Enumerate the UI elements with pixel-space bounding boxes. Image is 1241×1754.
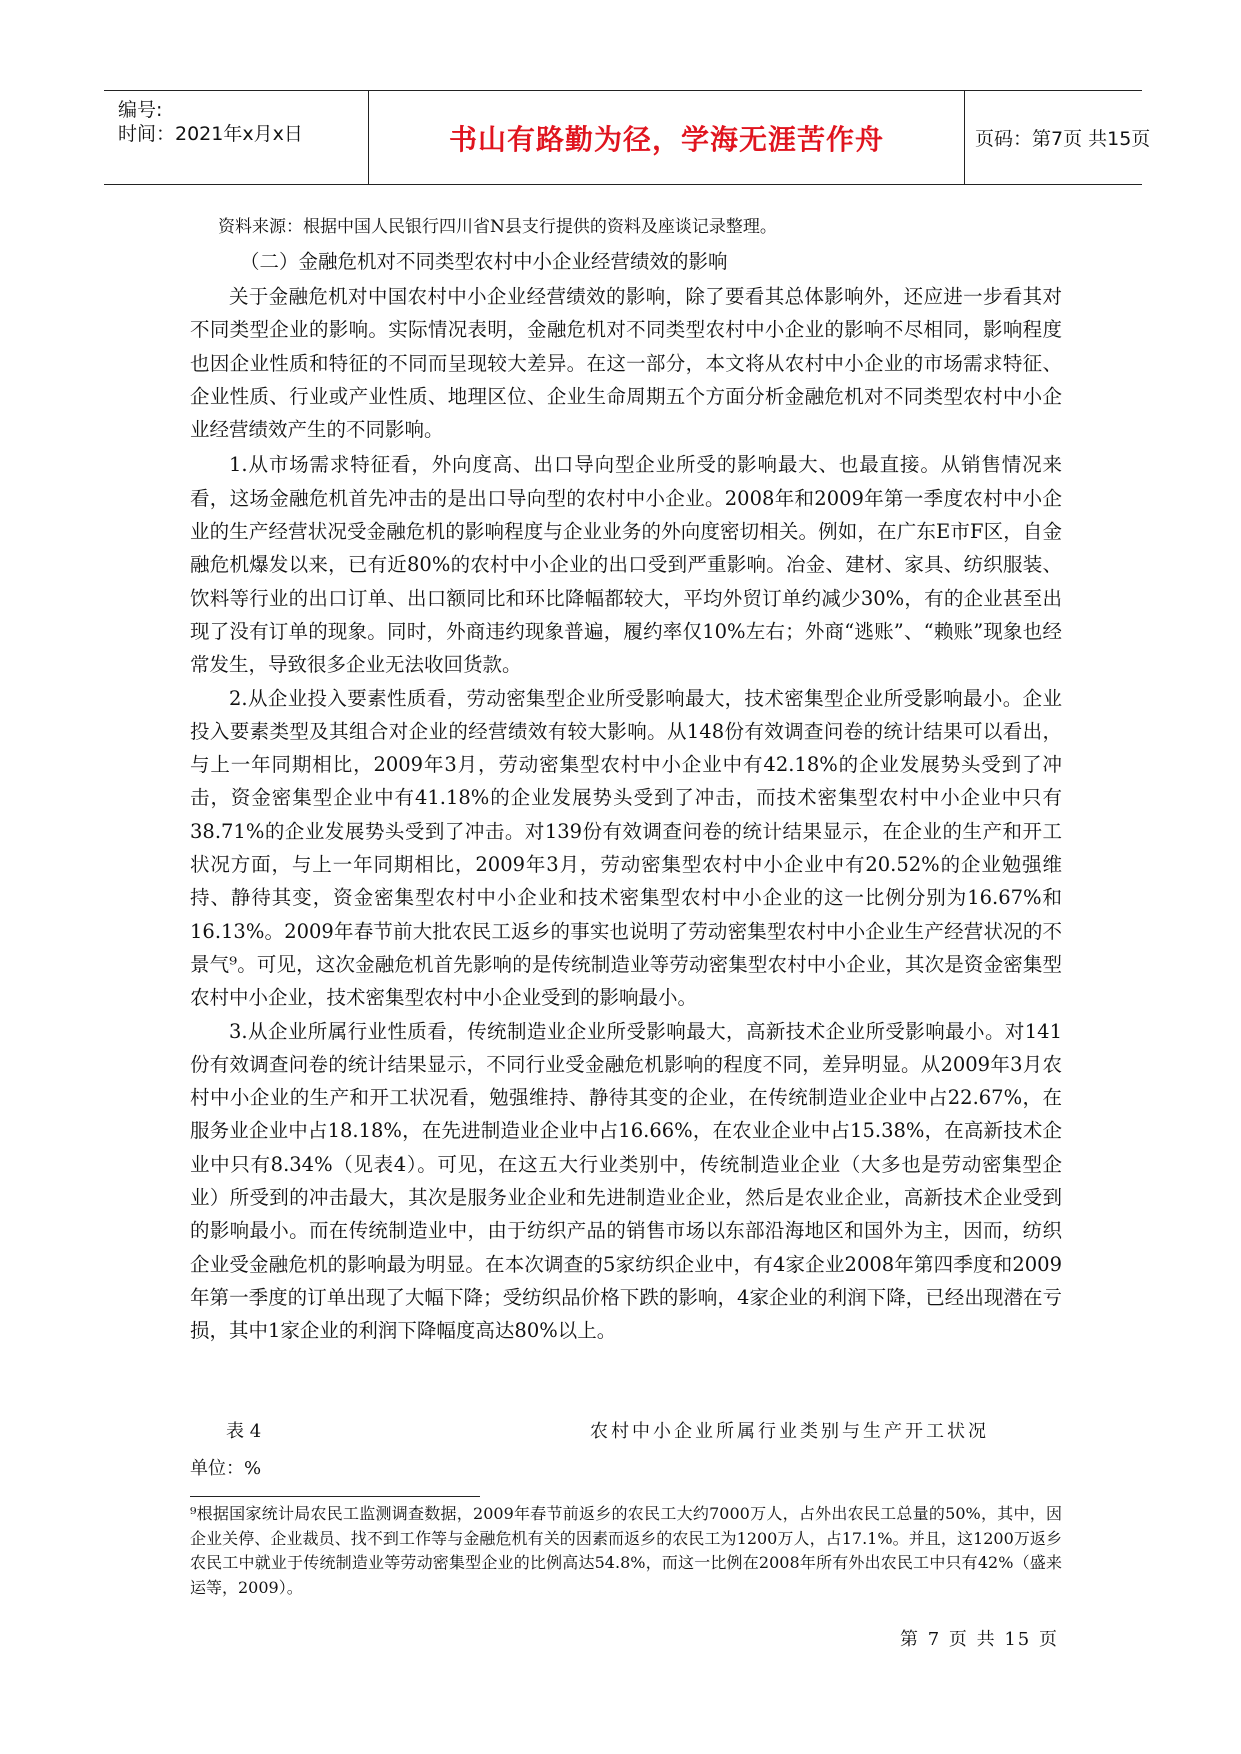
page-header [104,90,1151,185]
table-label: 表 4 [226,1421,262,1442]
document-number-label: 编号: [118,99,163,121]
header-left-cell [104,91,369,184]
paragraph-intro: 关于金融危机对中国农村中小企业经营绩效的影响，除了要看其总体影响外，还应进一步看其对不同类型企业的影响。实际情况表明，金融危机对不同类型农村中小企业的影响不尽相同，影响程度也因企业性质和特征的不同而呈现较大差异。在这一部分，本文将从农村中小企业的市场需求特征、企业性质、行业或产业性质、地理区位、企业生命周期五个方面分析金融危机对不同类型农村中小企业经营绩效产生的不同影响。 [190,285,1062,442]
source-note: 资料来源：根据中国人民银行四川省N县支行提供的资料及座谈记录整理。 [218,217,777,237]
unit-label: 单位：% [190,1458,262,1479]
document-time-label: 时间：2021年x月x日 [118,123,303,145]
footnote: ⁹根据国家统计局农民工监测调查数据，2009年春节前返乡的农民工大约7000万人，占外出农民工总量的50%，其中，因企业关停、企业裁员、找不到工作等与金融危机有关的因素而返乡的农民工为1200万人，占17.1%。并且，这1200万返乡农民工中就业于传统制造业等劳动密集型企业的比例高达54.8%，而这一比例在2008年所有外出农民工中只有42%（盛来运等，2009）。 [190,1504,1062,1597]
section-title: （二）金融危机对不同类型农村中小企业经营绩效的影响 [240,250,728,273]
header-motto-cell [369,91,965,184]
header-motto: 书山有路勤为径，学海无涯苦作舟 [448,122,884,156]
footnote-divider [190,1496,480,1497]
paragraph-input-factors: 2.从企业投入要素性质看，劳动密集型企业所受影响最大，技术密集型企业所受影响最小。企业投入要素类型及其组合对企业的经营绩效有较大影响。从148份有效调查问卷的统计结果可以看出，与上一年同期相比，2009年3月，劳动密集型农村中小企业中有42.18%的企业发展势头受到了冲击，资金密集型企业中有41.18%的企业发展势头受到了冲击，而技术密集型农村中小企业中只有38.71%的企业发展势头受到了冲击。对139份有效调查问卷的统计结果显示，在企业的生产和开工状况方面，与上一年同期相比，2009年3月，劳动密集型农村中小企业中有20.52%的企业勉强维持、静待其变，资金密集型农村中小企业和技术密集型农村中小企业的这一比例分别为16.67%和16.13%。2009年春节前大批农民工返乡的事实也说明了劳动密集型农村中小企业生产经营状况的不景气⁹。可见，这次金融危机首先影响的是传统制造业等劳动密集型农村中小企业，其次是资金密集型农村中小企业，技术密集型农村中小企业受到的影响最小。 [190,686,1062,1010]
paragraph-industry: 3.从企业所属行业性质看，传统制造业企业所受影响最大，高新技术企业所受影响最小。对141份有效调查问卷的统计结果显示，不同行业受金融危机影响的程度不同，差异明显。从2009年3月农村中小企业的生产和开工状况看，勉强维持、静待其变的企业，在传统制造业企业中占22.67%，在服务业企业中占18.18%，在先进制造业企业中占16.66%，在农业企业中占15.38%，在高新技术企业中只有8.34%（见表4）。可见，在这五大行业类别中，传统制造业企业（大多也是劳动密集型企业）所受到的冲击最大，其次是服务业企业和先进制造业企业，然后是农业企业，高新技术企业受到的影响最小。而在传统制造业中，由于纺织产品的销售市场以东部沿海地区和国外为主，因而，纺织企业受金融危机的影响最为明显。在本次调查的5家纺织企业中，有4家企业2008年第四季度和2009年第一季度的订单出现了大幅下降；受纺织品价格下跌的影响，4家企业的利润下降，已经出现潜在亏损，其中1家企业的利润下降幅度高达80%以上。 [190,1019,1062,1343]
paragraph-market-demand: 1.从市场需求特征看，外向度高、出口导向型企业所受的影响最大、也最直接。从销售情况来看，这场金融危机首先冲击的是出口导向型的农村中小企业。2008年和2009年第一季度农村中小企业的生产经营状况受金融危机的影响程度与企业业务的外向度密切相关。例如，在广东E市F区，自金融危机爆发以来，已有近80%的农村中小企业的出口受到严重影响。冶金、建材、家具、纺织服装、饮料等行业的出口订单、出口额同比和环比降幅都较大，平均外贸订单约减少30%，有的企业甚至出现了没有订单的现象。同时，外商违约现象普遍，履约率仅10%左右；外商“逃账”、“赖账”现象也经常发生，导致很多企业无法收回货款。 [190,453,1062,677]
page-footer: 第 7 页 共 15 页 [900,1629,1059,1650]
header-page-info: 页码：第7页 共15页 [975,128,1151,150]
table-title: 农村中小企业所属行业类别与生产开工状况 [590,1421,989,1442]
header-page-cell [965,91,1151,184]
body-text [190,280,1062,1348]
